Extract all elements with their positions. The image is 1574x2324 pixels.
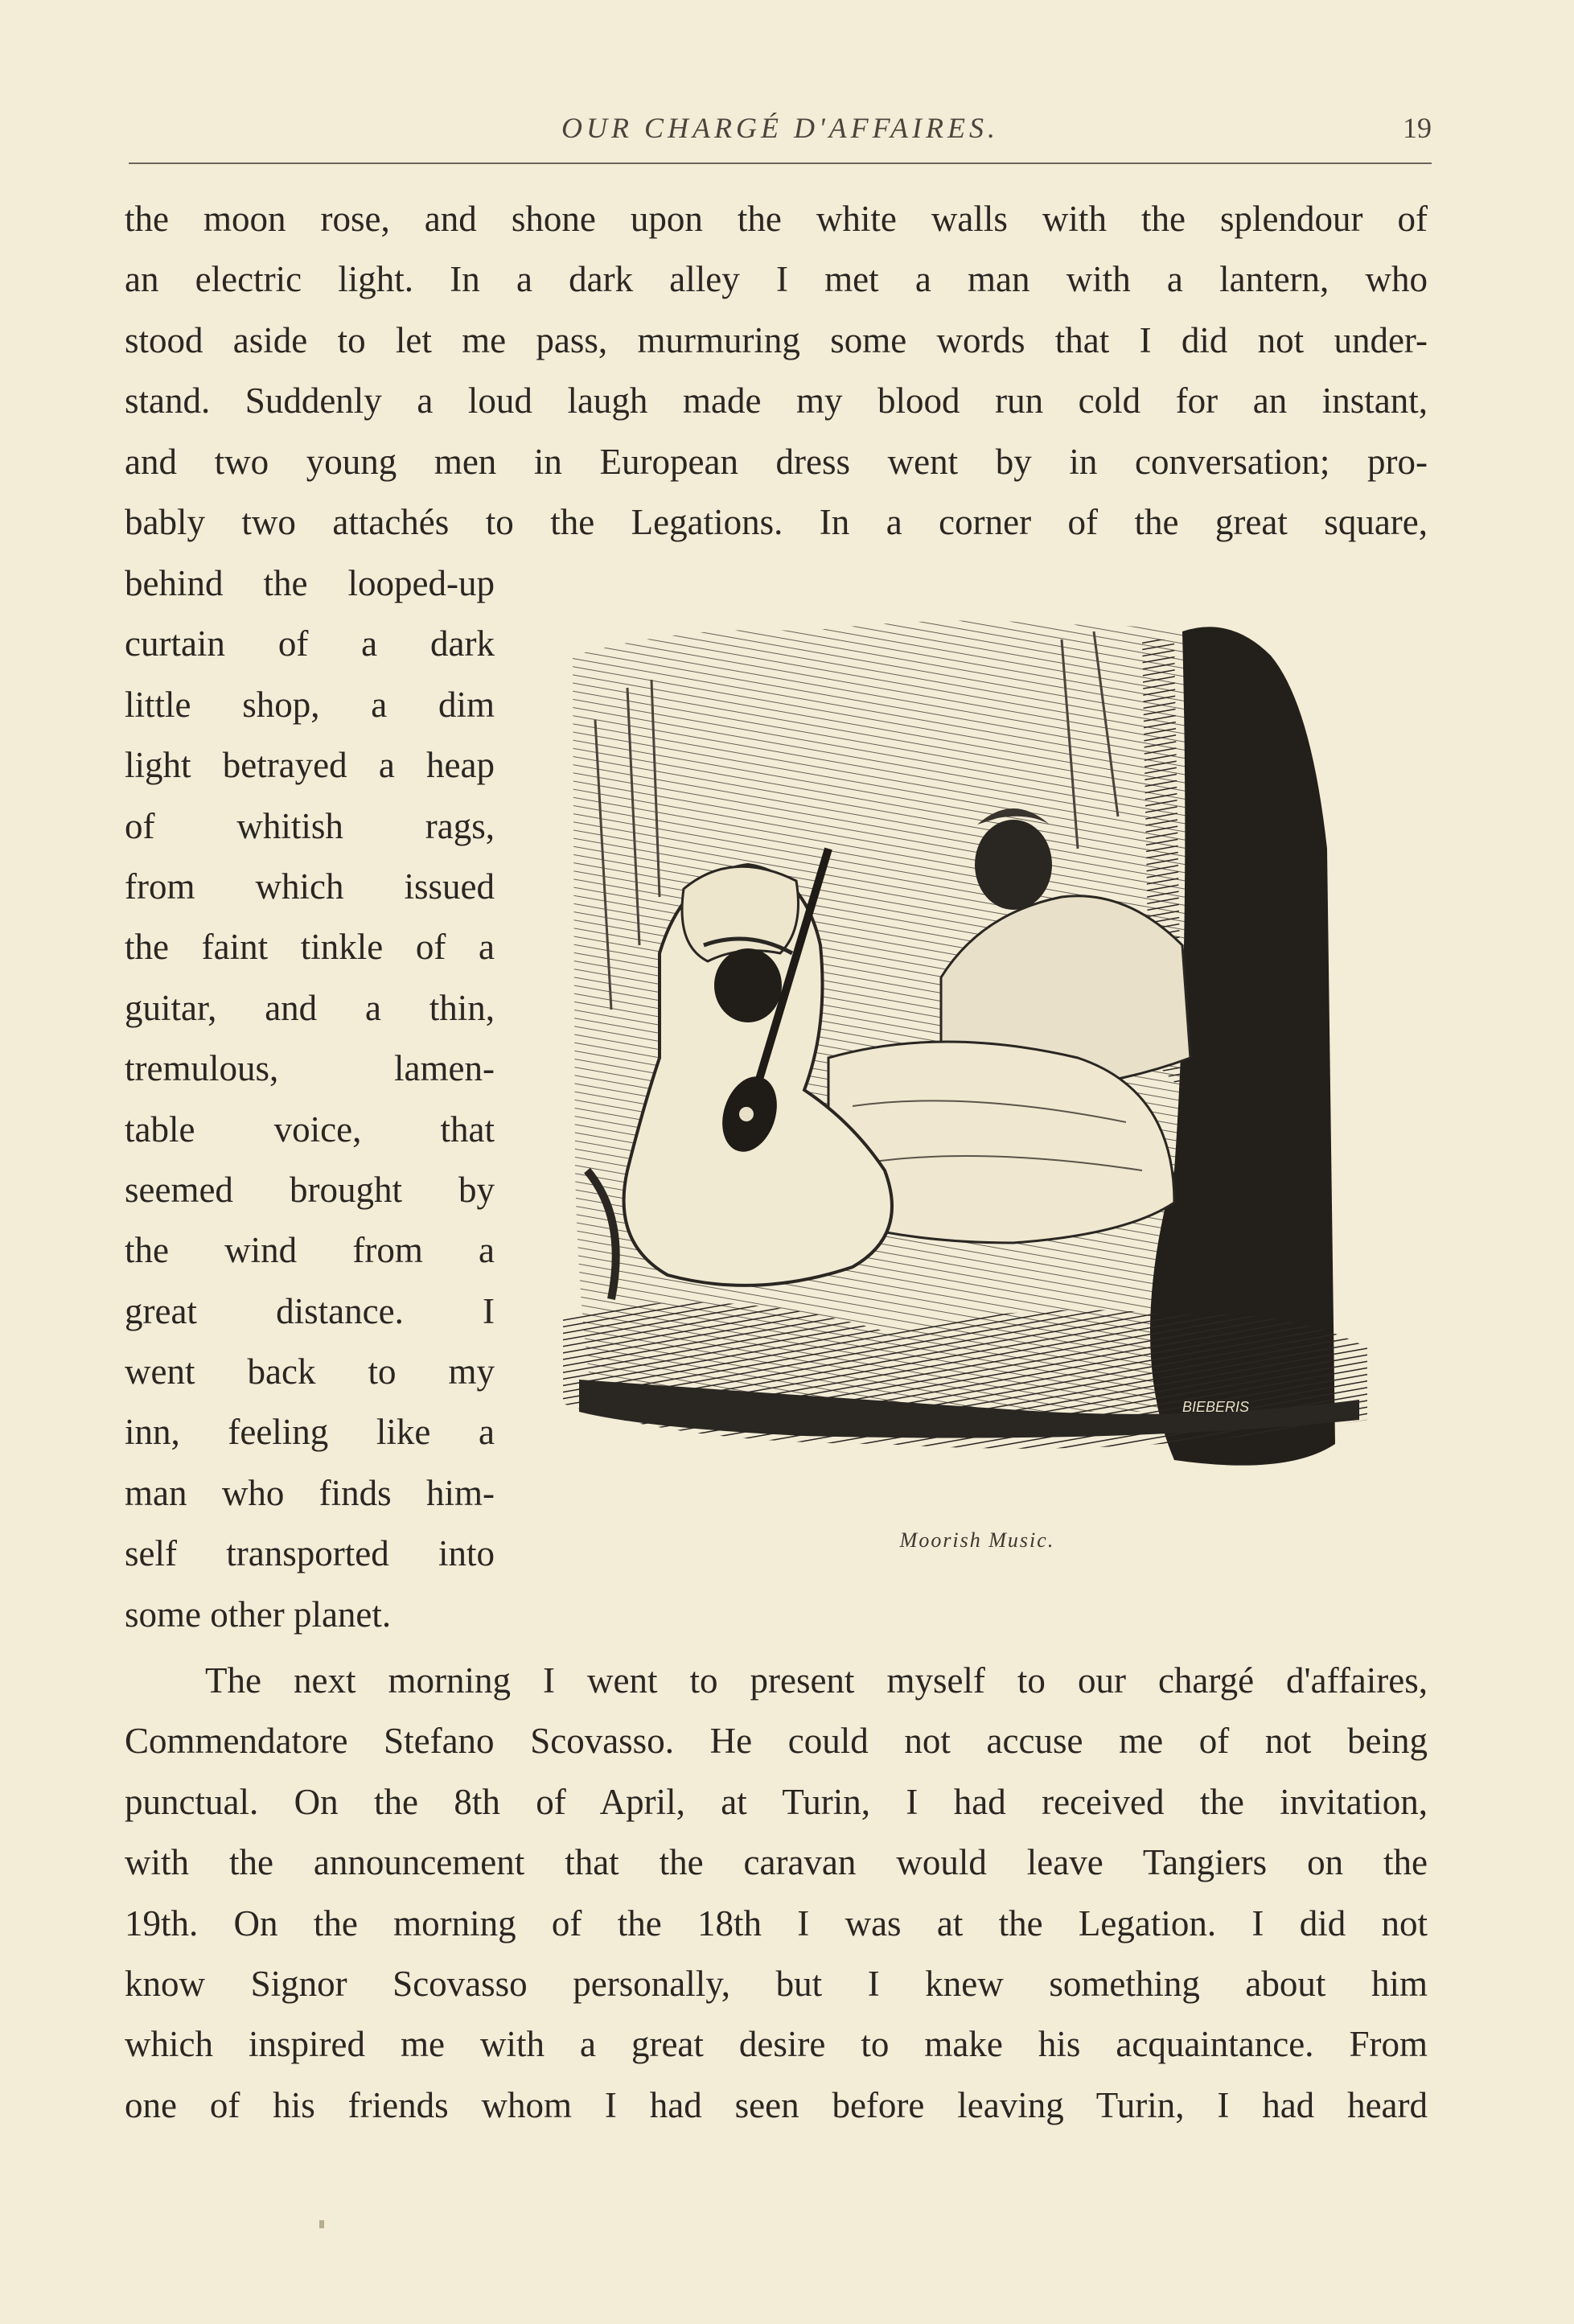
text-line: curtain of a dark — [125, 623, 495, 664]
artist-signature: BIEBERIS — [1182, 1399, 1250, 1415]
text-line: bably two attachés to the Legations. In a corner of the great square, — [125, 501, 1428, 542]
text-line: man who finds him- — [125, 1472, 495, 1513]
closing-paragraph — [125, 1651, 1428, 2136]
text-line: which inspired me with a great desire to make his acquaintance. From — [125, 2024, 1428, 2065]
text-line: table voice, that — [125, 1109, 495, 1150]
text-line: some other planet. — [125, 1594, 392, 1635]
text-line: tremulous, lamen- — [125, 1048, 495, 1089]
text-line: from which issued — [125, 866, 495, 907]
moorish-music-illustration — [563, 607, 1432, 1508]
figure-caption: Moorish Music. — [899, 1528, 1055, 1552]
text-line: little shop, a dim — [125, 684, 495, 725]
running-head-title: OUR CHARGÉ D'AFFAIRES. — [561, 112, 999, 144]
text-line: inn, feeling like a — [125, 1412, 495, 1453]
text-line: The next morning I went to present myself to our chargé d'affaires, — [205, 1660, 1428, 1701]
text-line: stand. Suddenly a loud laugh made my blood run cold for an instant, — [125, 380, 1428, 422]
text-line: punctual. On the 8th of April, at Turin, I had received the invitation, — [125, 1781, 1428, 1822]
text-line: self transported into — [125, 1533, 495, 1574]
text-line: an electric light. In a dark alley I met a man with a lantern, who — [125, 259, 1428, 300]
text-line: of whitish rags, — [125, 805, 495, 846]
text-line: seemed brought by — [125, 1169, 495, 1210]
text-line: and two young men in European dress went by in conversation; pro- — [125, 441, 1428, 482]
paper-speck — [319, 2220, 324, 2228]
wrapped-column-text — [125, 553, 495, 1645]
text-line: one of his friends whom I had seen before leaving Turin, I had heard — [125, 2084, 1428, 2125]
text-line: 19th. On the morning of the 18th I was at the Legation. I did not — [125, 1902, 1428, 1944]
engraving-image — [563, 607, 1432, 1508]
running-head — [129, 111, 1432, 151]
text-line: with the announcement that the caravan would leave Tangiers on the — [125, 1842, 1428, 1883]
text-line: Commendatore Stefano Scovasso. He could not accuse me of not being — [125, 1721, 1428, 1762]
text-line: great distance. I — [125, 1290, 495, 1331]
text-line: light betrayed a heap — [125, 745, 495, 786]
opening-paragraph — [125, 189, 1428, 553]
header-rule — [129, 162, 1432, 164]
text-line: the moon rose, and shone upon the white walls with the splendour of — [125, 199, 1428, 239]
text-line: the faint tinkle of a — [125, 927, 495, 968]
text-line: guitar, and a thin, — [125, 987, 495, 1028]
text-line: know Signor Scovasso personally, but I knew something about him — [125, 1963, 1428, 2004]
text-line: went back to my — [125, 1351, 495, 1392]
text-line: stood aside to let me pass, murmuring some words that I did not under- — [125, 319, 1428, 360]
text-line: behind the looped-up — [125, 563, 495, 603]
text-line: the wind from a — [125, 1230, 495, 1271]
page-number: 19 — [1403, 112, 1432, 144]
